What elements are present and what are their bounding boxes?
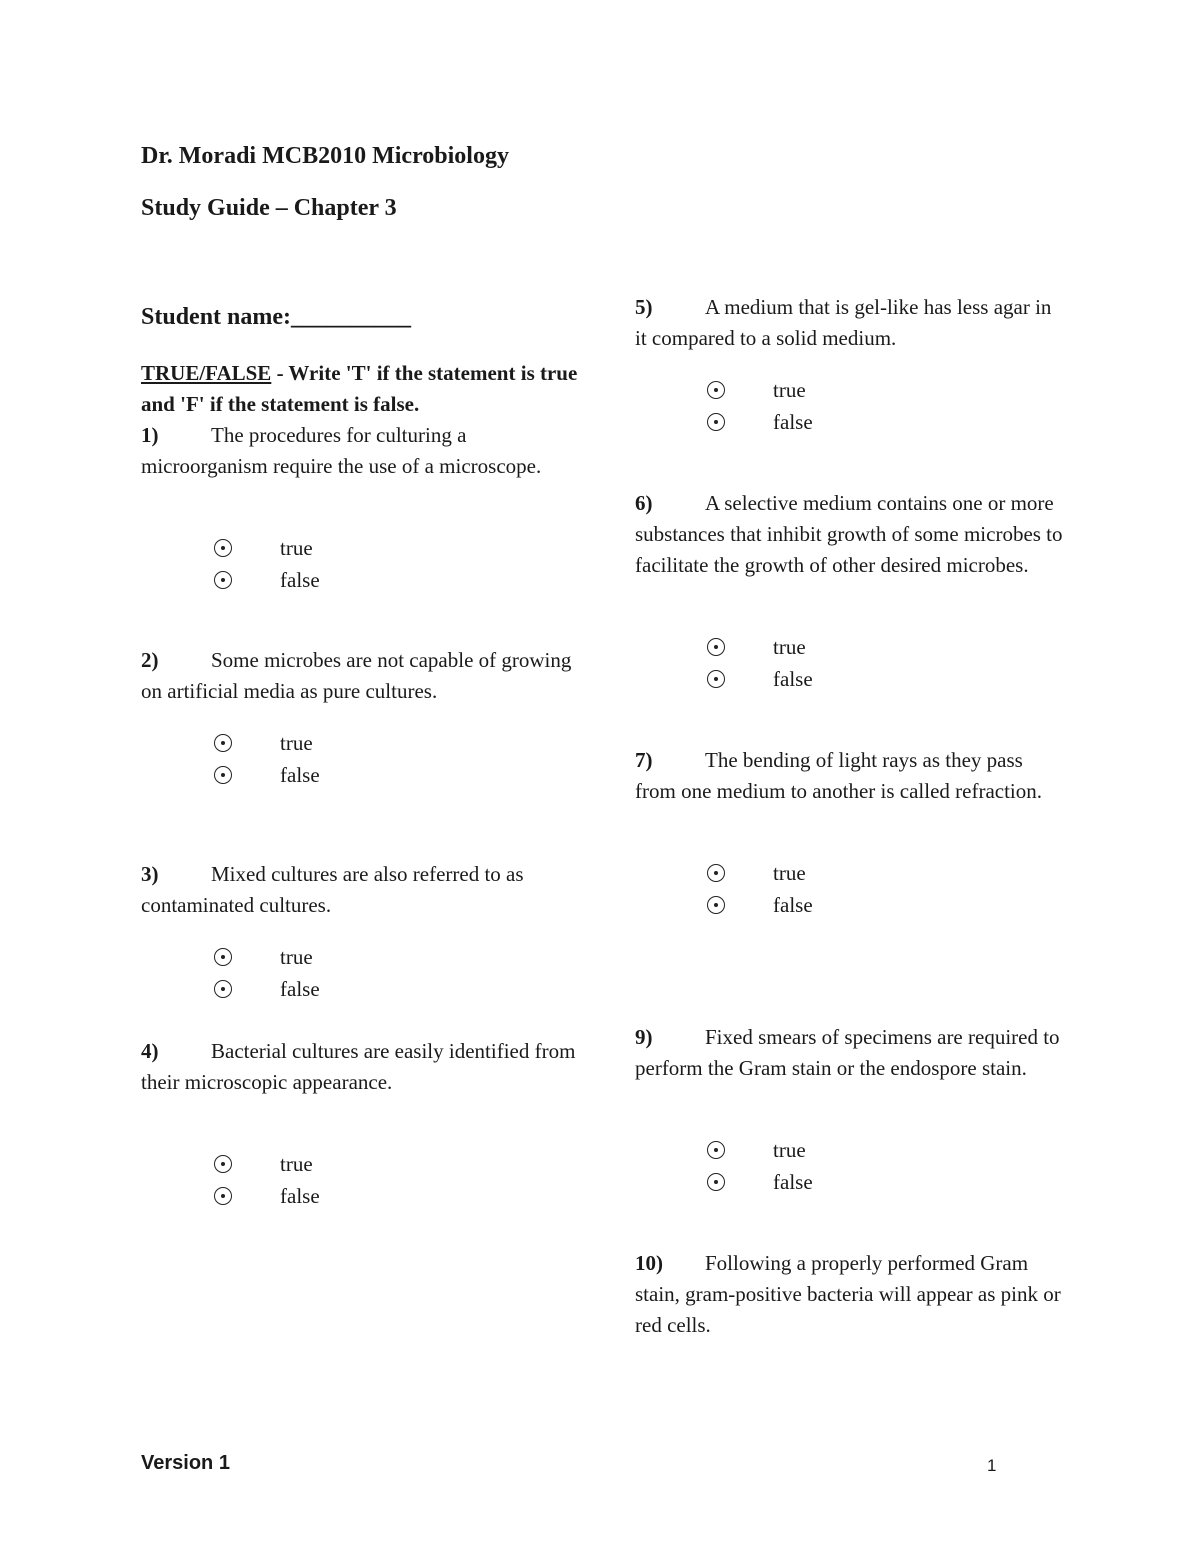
question-10 (635, 1248, 1065, 1341)
radio-icon[interactable] (707, 1141, 725, 1159)
footer-page-number: 1 (987, 1456, 997, 1475)
question-number: 9) (635, 1025, 653, 1049)
question-number: 7) (635, 748, 653, 772)
option-true[interactable] (214, 941, 320, 973)
question-7-options (707, 857, 813, 921)
question-text: Mixed cultures are also referred to as contaminated cultures. (141, 862, 524, 917)
option-label: false (773, 1170, 813, 1194)
option-true[interactable] (707, 631, 813, 663)
question-number: 3) (141, 862, 159, 886)
question-3-options (214, 941, 320, 1005)
option-label: true (280, 945, 313, 969)
option-label: false (773, 893, 813, 917)
radio-icon[interactable] (707, 864, 725, 882)
question-text: A selective medium contains one or more substances that inhibit growth of some microbes to facilitate the growth of other desired microbes. (635, 491, 1063, 577)
option-false[interactable] (214, 759, 320, 791)
option-label: true (280, 731, 313, 755)
option-label: false (773, 667, 813, 691)
question-6 (635, 488, 1065, 581)
instructions-text: - Write 'T' if the statement is true and 'F' if the statement is false. (141, 361, 578, 416)
question-number: 6) (635, 491, 653, 515)
question-4 (141, 1036, 581, 1098)
option-false[interactable] (214, 564, 320, 596)
radio-icon[interactable] (214, 571, 232, 589)
option-label: true (773, 635, 806, 659)
option-label: false (773, 410, 813, 434)
option-label: true (773, 1138, 806, 1162)
radio-icon[interactable] (707, 896, 725, 914)
radio-icon[interactable] (214, 539, 232, 557)
option-label: true (773, 861, 806, 885)
question-2-options (214, 727, 320, 791)
instructions-section-type: TRUE/FALSE (141, 361, 272, 385)
question-text: Bacterial cultures are easily identified from their microscopic appearance. (141, 1039, 576, 1094)
option-label: true (280, 1152, 313, 1176)
instructions (141, 358, 581, 420)
option-label: false (280, 1184, 320, 1208)
question-text: Following a properly performed Gram stain, gram-positive bacteria will appear as pink or red cells. (635, 1251, 1061, 1337)
option-true[interactable] (214, 1148, 320, 1180)
option-label: false (280, 568, 320, 592)
radio-icon[interactable] (214, 1155, 232, 1173)
question-number: 1) (141, 423, 159, 447)
option-false[interactable] (707, 663, 813, 695)
question-4-options (214, 1148, 320, 1212)
question-7 (635, 745, 1065, 807)
option-label: true (280, 536, 313, 560)
radio-icon[interactable] (707, 1173, 725, 1191)
question-number: 4) (141, 1039, 159, 1063)
question-number: 10) (635, 1251, 663, 1275)
option-true[interactable] (707, 857, 813, 889)
question-6-options (707, 631, 813, 695)
question-9 (635, 1022, 1065, 1084)
radio-icon[interactable] (707, 670, 725, 688)
question-5-options (707, 374, 813, 438)
radio-icon[interactable] (214, 766, 232, 784)
option-true[interactable] (214, 532, 320, 564)
option-false[interactable] (214, 973, 320, 1005)
question-text: The procedures for culturing a microorganism require the use of a microscope. (141, 423, 542, 478)
question-3 (141, 859, 581, 921)
question-text: Some microbes are not capable of growing on artificial media as pure cultures. (141, 648, 572, 703)
footer-version: Version 1 (141, 1452, 230, 1474)
option-false[interactable] (707, 1166, 813, 1198)
radio-icon[interactable] (214, 734, 232, 752)
radio-icon[interactable] (214, 948, 232, 966)
radio-icon[interactable] (214, 1187, 232, 1205)
option-true[interactable] (707, 374, 813, 406)
option-label: false (280, 977, 320, 1001)
document-subtitle: Study Guide – Chapter 3 (141, 195, 397, 221)
question-text: A medium that is gel-like has less agar in it compared to a solid medium. (635, 295, 1052, 350)
question-number: 5) (635, 295, 653, 319)
student-name-label: Student name:__________ (141, 304, 412, 330)
question-text: The bending of light rays as they pass from one medium to another is called refraction. (635, 748, 1043, 803)
option-true[interactable] (707, 1134, 813, 1166)
question-1-options (214, 532, 320, 596)
radio-icon[interactable] (707, 638, 725, 656)
radio-icon[interactable] (214, 980, 232, 998)
radio-icon[interactable] (707, 413, 725, 431)
option-label: false (280, 763, 320, 787)
option-true[interactable] (214, 727, 320, 759)
option-false[interactable] (707, 889, 813, 921)
option-false[interactable] (214, 1180, 320, 1212)
question-number: 2) (141, 648, 159, 672)
question-1 (141, 420, 581, 482)
question-text: Fixed smears of specimens are required to perform the Gram stain or the endospore stain. (635, 1025, 1060, 1080)
document-title: Dr. Moradi MCB2010 Microbiology (141, 143, 509, 169)
question-9-options (707, 1134, 813, 1198)
question-2 (141, 645, 581, 707)
question-5 (635, 292, 1065, 354)
radio-icon[interactable] (707, 381, 725, 399)
option-label: true (773, 378, 806, 402)
option-false[interactable] (707, 406, 813, 438)
